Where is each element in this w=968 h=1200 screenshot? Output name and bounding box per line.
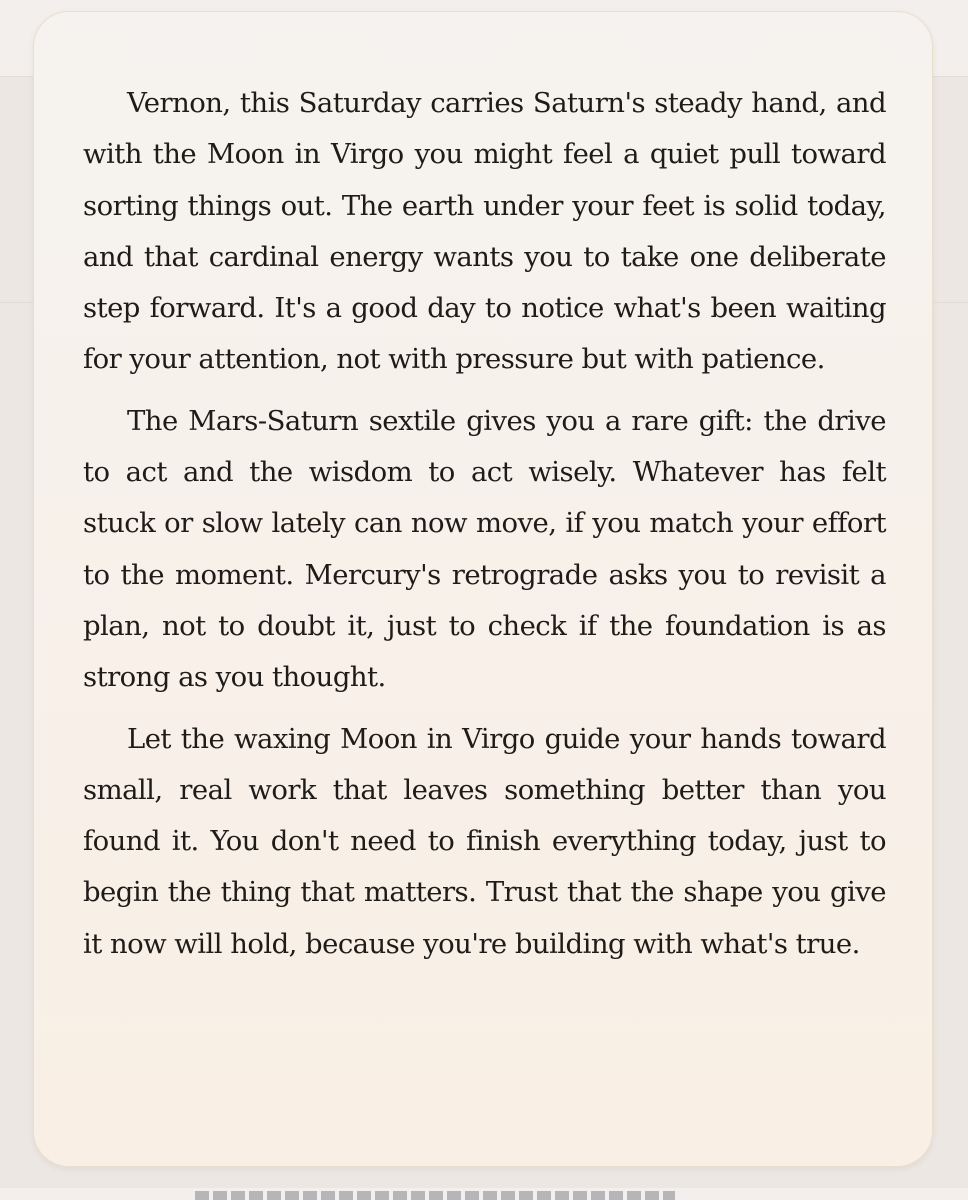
reading-paragraph: Vernon, this Saturday carries Saturn's steady hand, and with the Moon in Virgo you might feel a quiet pull toward sorting things out. The earth under your feet is solid today, and that cardinal energy wants you to take one deliberate step forward. It's a good day to notice what's been waiting for your attention, not with pressure but with patience. (83, 87, 886, 376)
horoscope-reading-card (33, 11, 933, 1167)
horoscope-reading-body (83, 78, 886, 980)
background-content-below (0, 1188, 968, 1200)
reading-paragraph: The Mars-Saturn sextile gives you a rare gift: the drive to act and the wisdom to act wisely. Whatever has felt stuck or slow lately can now move, if you match your effort to the moment. Mercury's retrograde asks you to revisit a plan, not to doubt it, just to check if the foundation is as strong as you thought. (83, 404, 886, 694)
reading-paragraph: Let the waxing Moon in Virgo guide your hands toward small, real work that leaves something better than you found it. You don't need to finish everything today, just to begin the thing that matters. Trust that the shape you give it now will hold, because you're building with what's true. (83, 722, 886, 960)
clipped-text-below (195, 1191, 675, 1200)
